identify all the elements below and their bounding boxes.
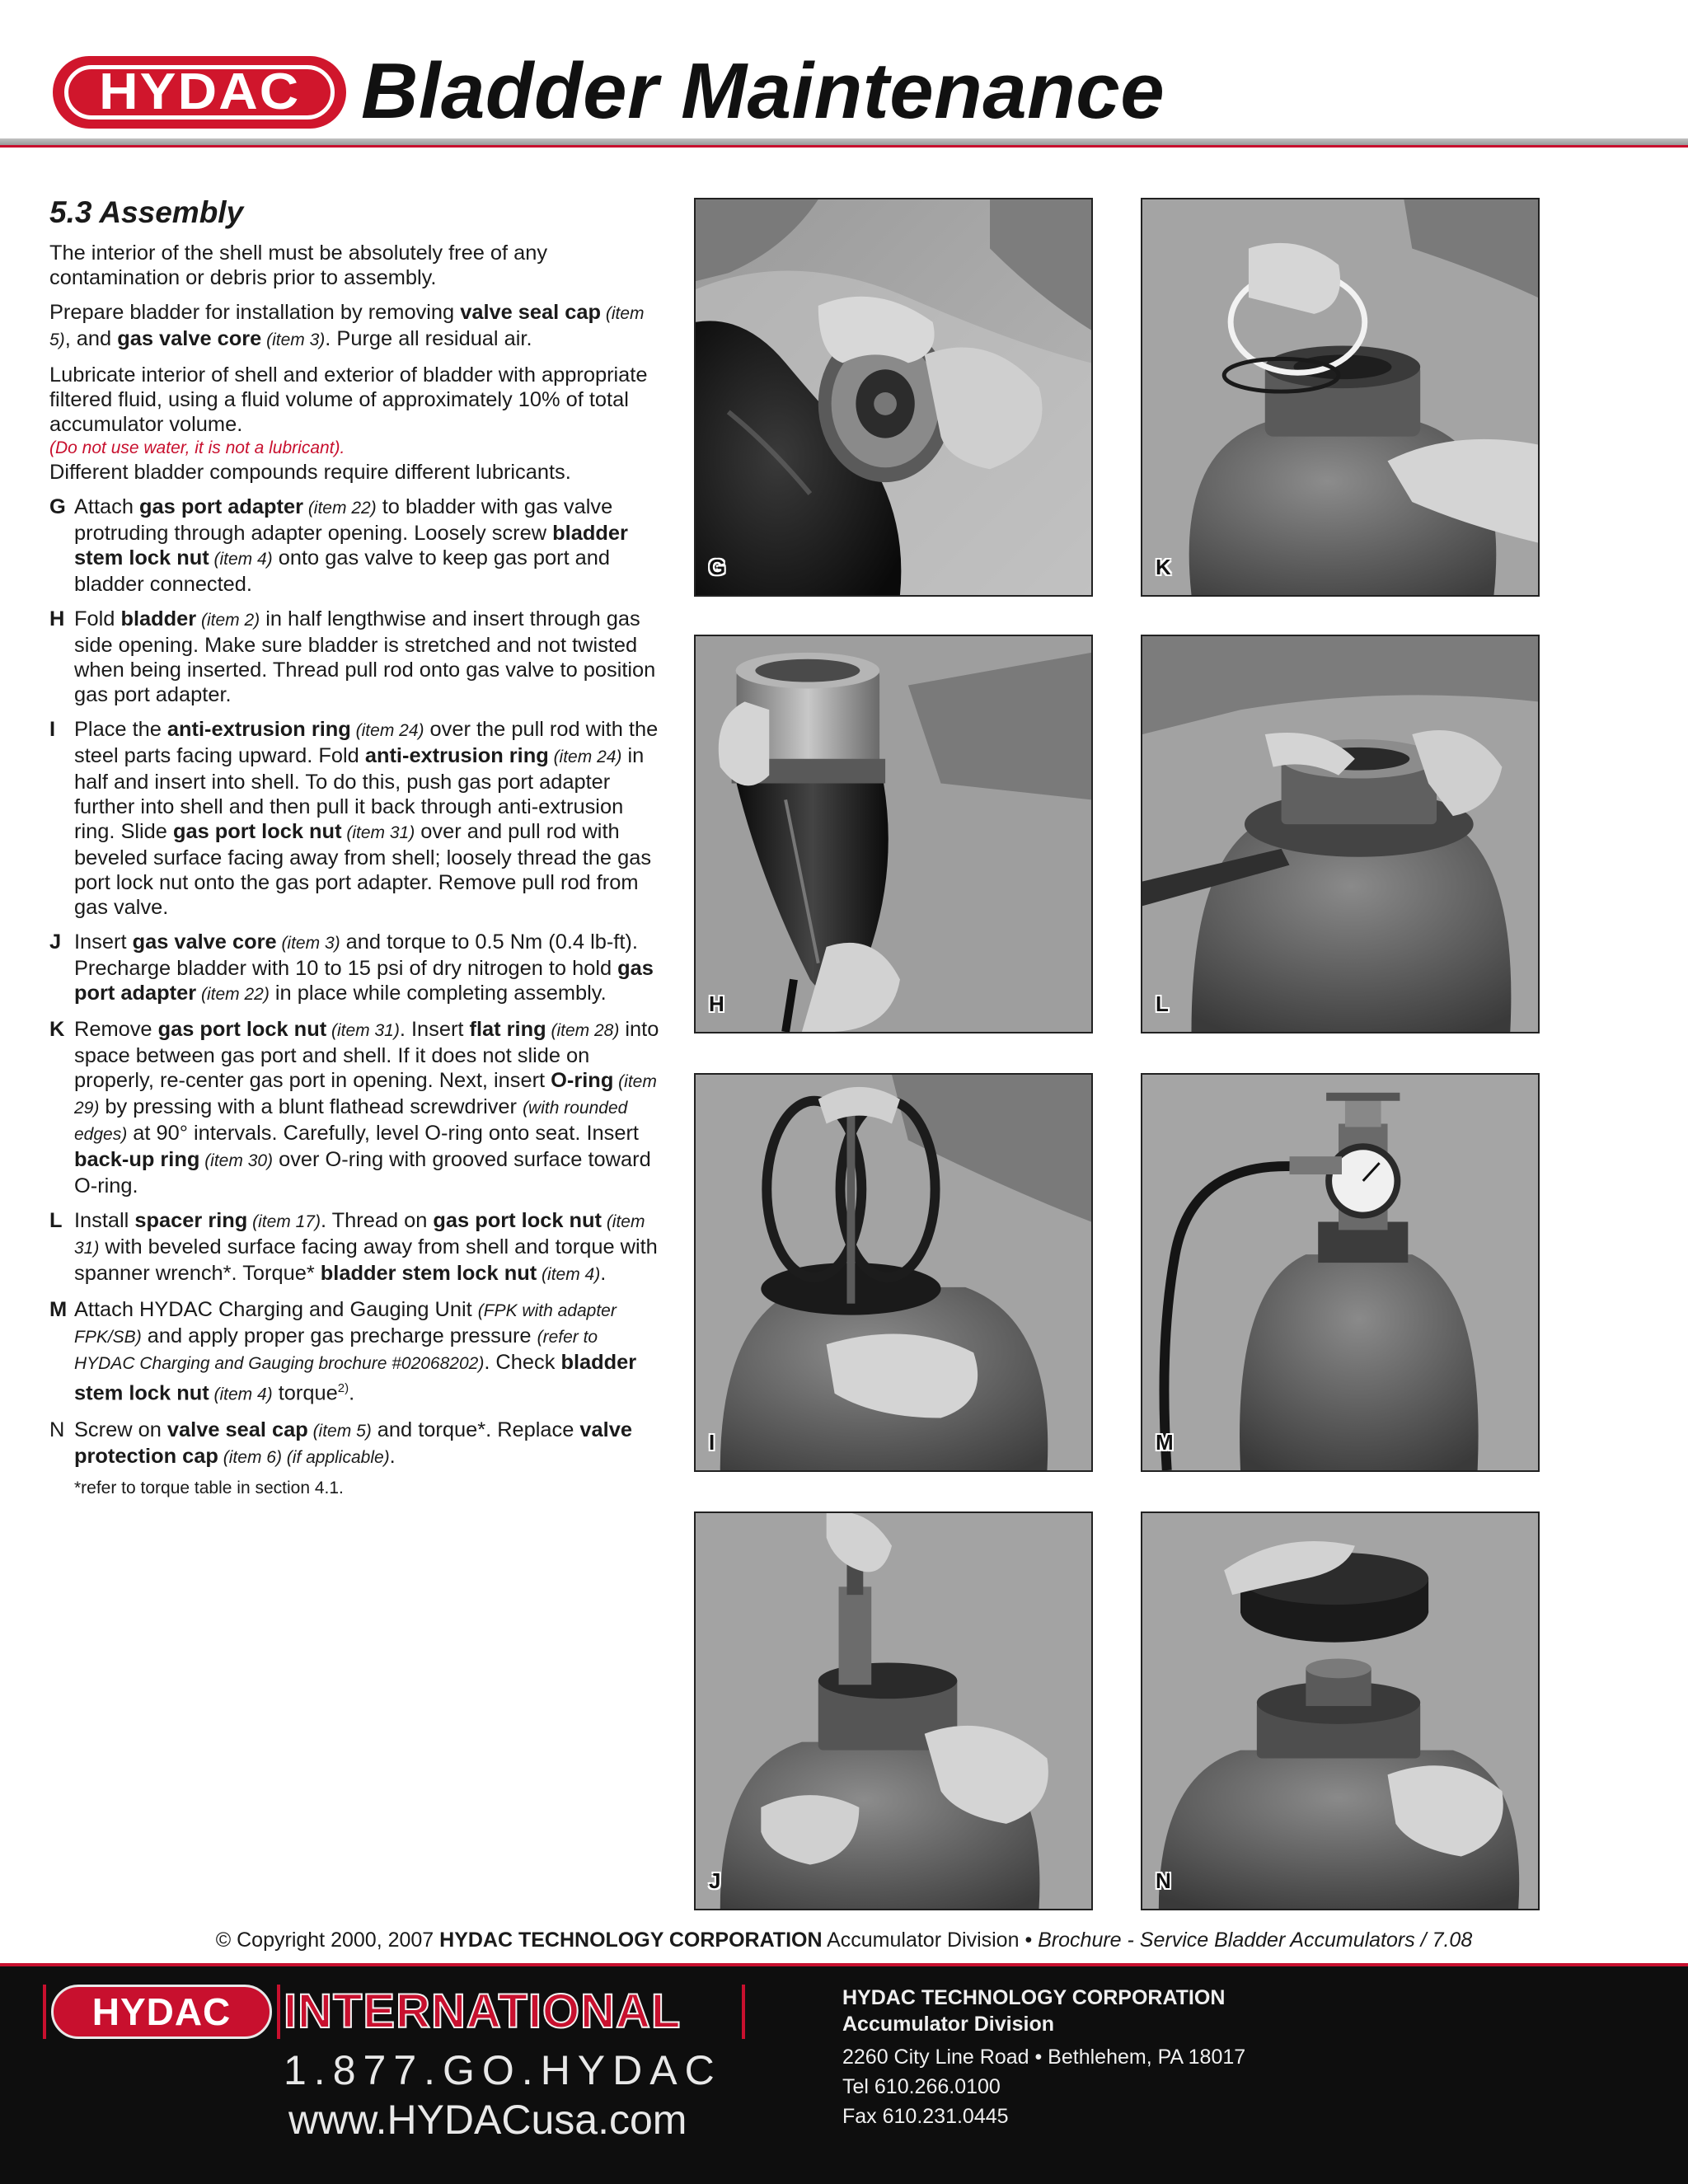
step-h: H Fold bladder (item 2) in half lengthwise and insert through gas side opening. Make sure bladder is stretched and not twisted when being inserted. Thread pull rod onto gas valve to position gas port adapter. [49, 607, 656, 707]
photo-n-label: N [1156, 1868, 1171, 1893]
footer-international: INTERNATIONAL [284, 1985, 682, 2038]
lubricant-warning: (Do not use water, it is not a lubricant). [49, 438, 345, 458]
torque-footnote: *refer to torque table in section 4.1. [74, 1478, 344, 1497]
photo-g-label: G [709, 555, 726, 579]
page-footer [0, 1963, 1688, 2184]
footer-tel: Tel 610.266.0100 [842, 2075, 1001, 2098]
copyright-line: © Copyright 2000, 2007 HYDAC TECHNOLOGY CORPORATION Accumulator Division • Brochure - Service Bladder Accumulators / 7.08 [215, 1929, 1473, 1952]
step-j: J Insert gas valve core (item 3) and torque to 0.5 Nm (0.4 lb-ft). Precharge bladder with 10 to 15 psi of dry nitrogen to hold gas port adapter (item 22) in place while completing assembly. [49, 930, 654, 1005]
step-i: I Place the anti-extrusion ring (item 24) over the pull rod with the steel parts facing upward. Fold anti-extrusion ring (item 24) in half and insert into shell. To do this, push gas port adapter further into shell and then pull it back through anti-extrusion ring. Slide gas port lock nut (item 31) over and pull rod with beveled surface facing away from shell; loosely thread the gas port lock nut onto the gas port adapter. Remove pull rod from gas valve. [49, 718, 659, 920]
footer-phone: 1.877.GO.HYDAC [284, 2047, 722, 2093]
step-n: N Screw on valve seal cap (item 5) and torque*. Replace valve protection cap (item 6) (if applicable). [49, 1418, 632, 1468]
footer-street: 2260 City Line Road • Bethlehem, PA 18017 [842, 2046, 1246, 2069]
footer-division: Accumulator Division [842, 2013, 1054, 2036]
photo-m [1141, 1073, 1540, 1472]
photo-m-illustration [1142, 1075, 1538, 1470]
footer-fax: Fax 610.231.0445 [842, 2105, 1009, 2128]
photo-i [694, 1073, 1093, 1472]
footer-company: HYDAC TECHNOLOGY CORPORATION [842, 1986, 1226, 2009]
logo-text: HYDAC [98, 63, 301, 120]
hydac-logo [53, 56, 346, 129]
photo-k-label: K [1156, 555, 1171, 579]
photo-h-label: H [709, 991, 724, 1016]
step-l: L Install spacer ring (item 17). Thread on gas port lock nut (item 31) with beveled surface facing away from shell and torque with spanner wrench*. Torque* bladder stem lock nut (item 4). [49, 1209, 658, 1286]
photo-i-illustration [696, 1075, 1091, 1470]
header-divider-red [0, 145, 1688, 148]
photo-l-label: L [1156, 991, 1169, 1016]
intro-paragraph-3: Lubricate interior of shell and exterior of bladder with appropriate filtered fluid, using a fluid volume of approximately 10% of total accumulator volume. (Do not use water, it is not a lubricant). Different bladder compounds require different lubricants. [49, 363, 659, 485]
page-title: Bladder Maintenance [361, 47, 1165, 135]
step-k: K Remove gas port lock nut (item 31). Insert flat ring (item 28) into space between gas port and shell. If it does not slide on properly, re-center gas port in opening. Next, insert O-ring (item 29) by pressing with a blunt flathead screwdriver (with rounded edges) at 90° intervals. Carefully, level O-ring onto seat. Insert back-up ring (item 30) over O-ring with grooved surface toward O-ring. [49, 1018, 659, 1198]
step-g: G Attach gas port adapter (item 22) to bladder with gas valve protruding through adapter opening. Loosely screw bladder stem lock nut (item 4) onto gas valve to keep gas port and bladder connected. [49, 495, 628, 597]
intro-paragraph-2: Prepare bladder for installation by removing valve seal cap (item 5), and gas valve core (item 3). Purge all residual air. [49, 301, 645, 351]
photo-k [1141, 198, 1540, 597]
photo-j [694, 1511, 1093, 1910]
photo-m-label: M [1156, 1430, 1174, 1455]
section-title: 5.3 Assembly [49, 195, 244, 229]
footer-hydac-logo: HYDAC [51, 1985, 272, 2039]
photo-n-illustration [1142, 1513, 1538, 1909]
photo-j-label: J [709, 1868, 721, 1893]
photo-g-illustration [696, 199, 1091, 595]
step-m: M Attach HYDAC Charging and Gauging Unit (FPK with adapter FPK/SB) and apply proper gas precharge pressure (refer to HYDAC Charging and Gauging brochure #02068202). Check bladder stem lock nut (item 4) torque$^{2)}$. [49, 1298, 637, 1405]
page-header [0, 0, 1688, 147]
intro-paragraph-1: The interior of the shell must be absolutely free of any contamination or debris prior to assembly. [49, 241, 548, 290]
photo-n [1141, 1511, 1540, 1910]
photo-l [1141, 635, 1540, 1033]
photo-j-illustration [696, 1513, 1091, 1909]
photo-h-illustration [696, 636, 1091, 1032]
photo-h [694, 635, 1093, 1033]
photo-k-illustration [1142, 199, 1538, 595]
photo-l-illustration [1142, 636, 1538, 1032]
footer-address-block [842, 1985, 1245, 2130]
photo-i-label: I [709, 1430, 715, 1455]
header-divider [0, 138, 1688, 145]
footer-website[interactable]: www.HYDACusa.com [288, 2097, 687, 2143]
photo-g [694, 198, 1093, 597]
assembly-instructions [49, 194, 659, 1500]
